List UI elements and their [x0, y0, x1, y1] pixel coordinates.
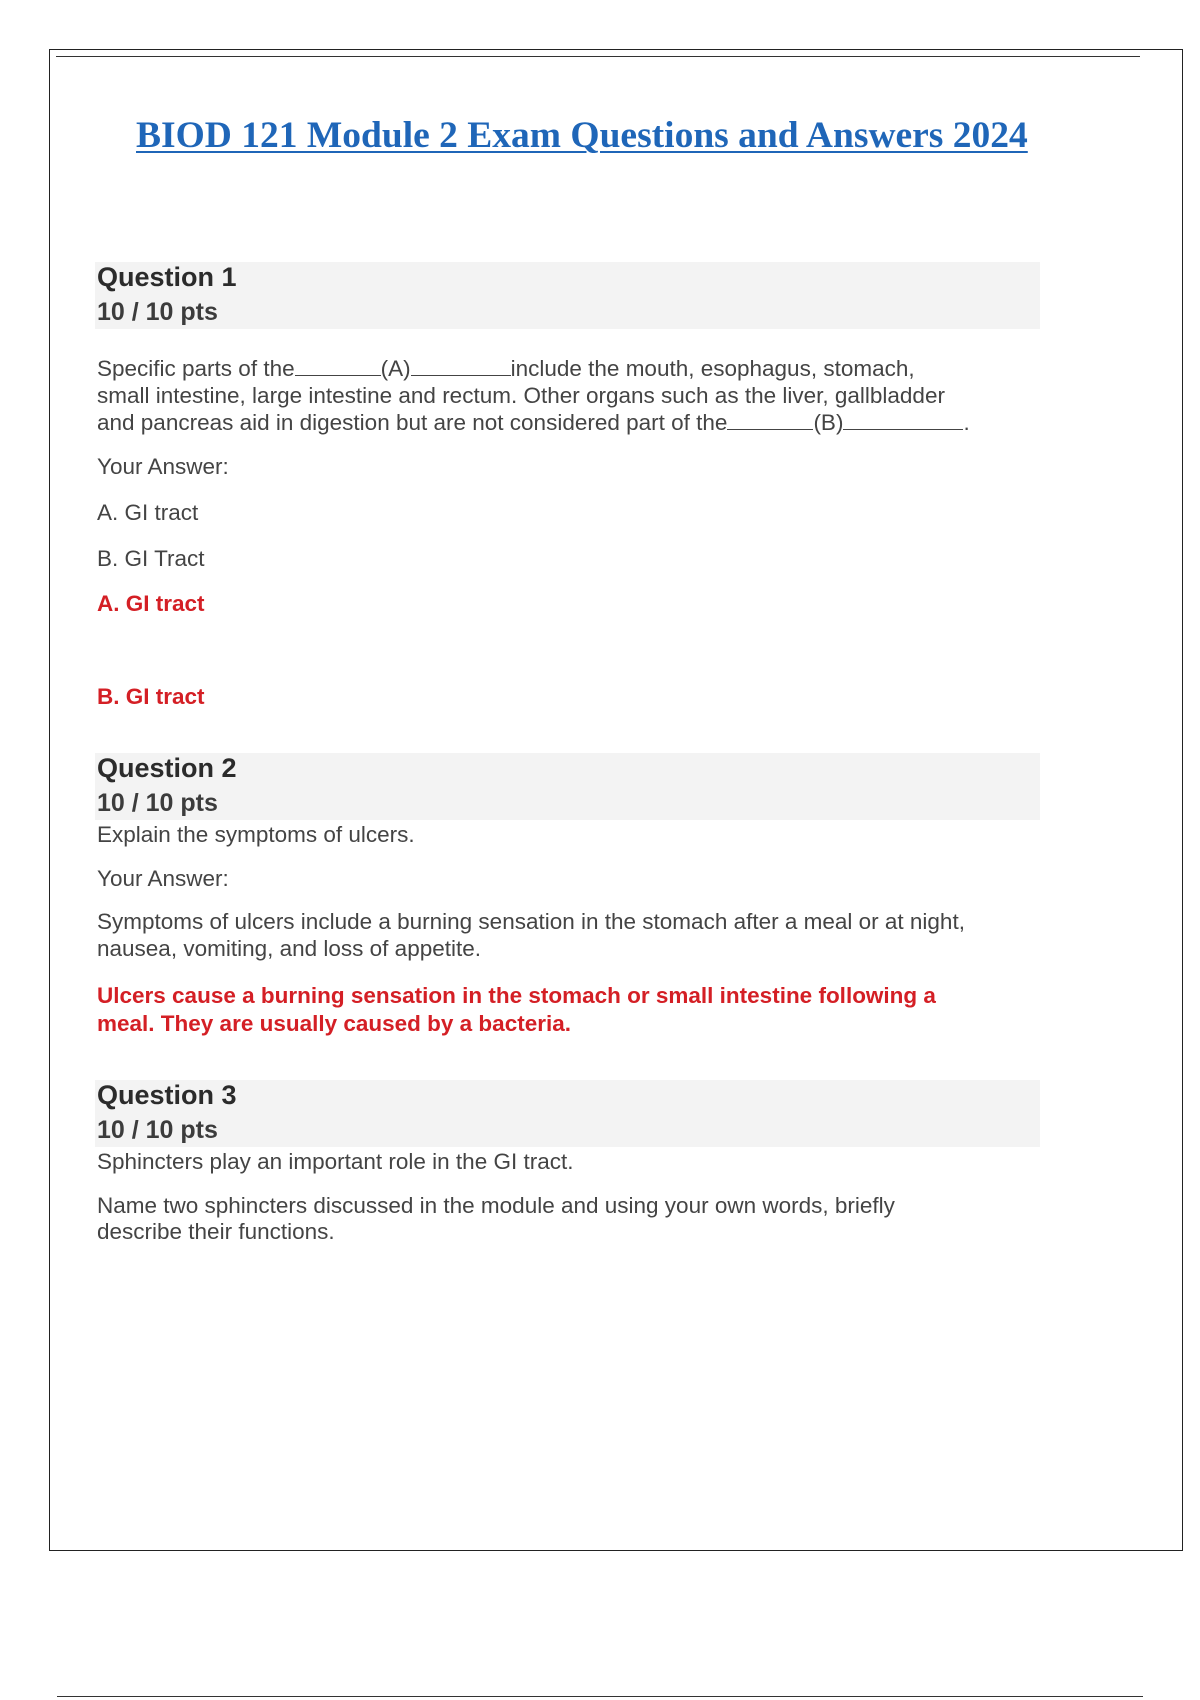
question-2-points: 10 / 10 pts [97, 789, 218, 817]
prompt-text: . [963, 410, 970, 435]
question-2-title: Question 2 [97, 753, 237, 783]
question-2-answer-line-1: Symptoms of ulcers include a burning sensation in the stomach after a meal or at night, [97, 909, 965, 934]
question-2-answer-line-2: nausea, vomiting, and loss of appetite. [97, 936, 481, 961]
question-2-correct-line-2: meal. They are usually caused by a bacteria. [97, 1011, 571, 1036]
header-rule [56, 56, 1140, 57]
question-3-header [95, 1080, 1040, 1147]
question-2-header [95, 753, 1040, 820]
question-2-your-answer-label: Your Answer: [97, 866, 229, 891]
question-1-answer-b: B. GI Tract [97, 546, 205, 571]
blank-a-label: (A) [380, 356, 411, 381]
question-1-answer-a: A. GI tract [97, 500, 199, 525]
question-3-title: Question 3 [97, 1080, 237, 1110]
question-1-prompt-line-2: small intestine, large intestine and rectum. Other organs such as the liver, gallbladder [97, 383, 945, 408]
blank-b-label: (B) [813, 410, 844, 435]
footer-rule [57, 1696, 1143, 1697]
blank-line [843, 428, 963, 430]
question-2-prompt: Explain the symptoms of ulcers. [97, 822, 415, 847]
blank-line [727, 428, 813, 430]
document-title: BIOD 121 Module 2 Exam Questions and Answers 2024 [136, 115, 1028, 156]
question-1-correct-a: A. GI tract [97, 591, 205, 616]
question-3-points: 10 / 10 pts [97, 1116, 218, 1144]
question-3-prompt-line-3: describe their functions. [97, 1219, 335, 1244]
question-1-title: Question 1 [97, 262, 237, 292]
question-1-prompt-line-1 [97, 355, 915, 382]
question-1-correct-b: B. GI tract [97, 684, 205, 709]
question-1-your-answer-label: Your Answer: [97, 454, 229, 479]
prompt-text: Specific parts of the [97, 356, 295, 381]
blank-line [411, 374, 511, 376]
question-1-prompt-line-3 [97, 409, 970, 436]
prompt-text: and pancreas aid in digestion but are not considered part of the [97, 410, 728, 435]
question-1-header [95, 262, 1040, 329]
question-1-points: 10 / 10 pts [97, 298, 218, 326]
question-3-prompt-line-1: Sphincters play an important role in the GI tract. [97, 1149, 574, 1174]
prompt-text: include the mouth, esophagus, stomach, [510, 356, 915, 381]
question-3-prompt-line-2: Name two sphincters discussed in the module and using your own words, briefly [97, 1193, 895, 1218]
question-2-correct-line-1: Ulcers cause a burning sensation in the stomach or small intestine following a [97, 983, 936, 1008]
blank-line [295, 374, 381, 376]
